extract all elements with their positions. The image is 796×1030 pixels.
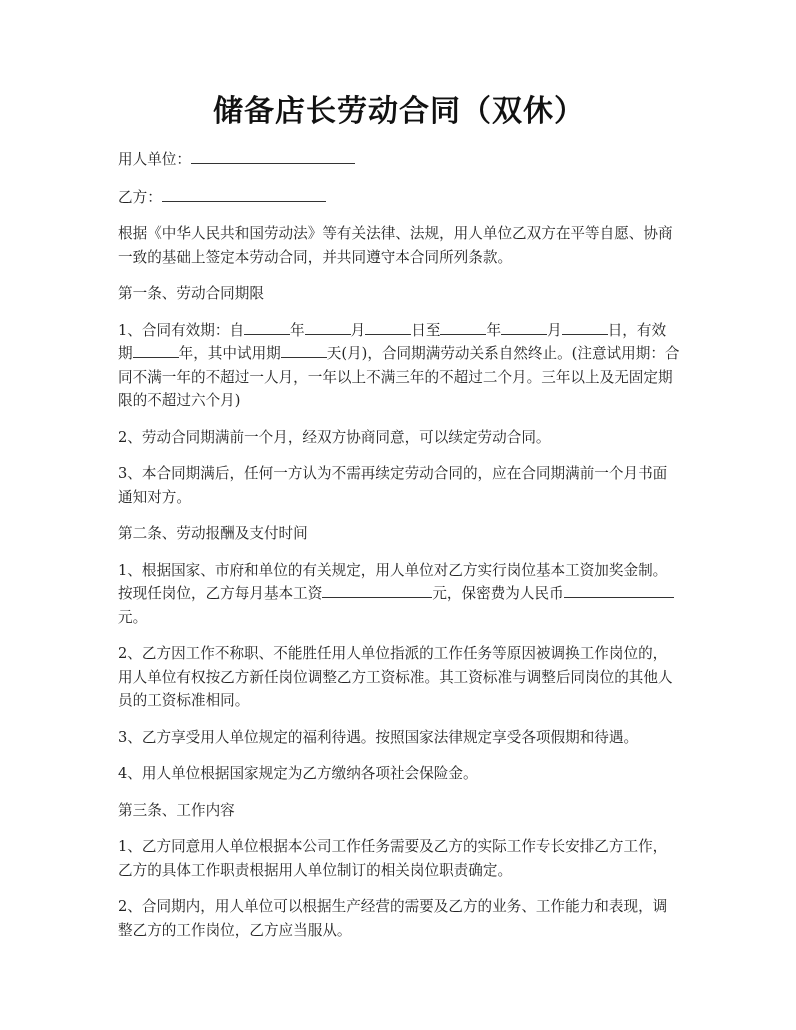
employer-line: [118, 148, 680, 172]
end-month-blank: [501, 320, 547, 335]
party-b-line: [118, 186, 680, 210]
employer-label: 用人单位：: [118, 151, 191, 168]
clause-text: 元。: [118, 608, 148, 626]
article-1-clause-1: [118, 319, 680, 413]
employer-blank: [191, 149, 355, 164]
article-2-clause-4: 4、用人单位根据国家规定为乙方缴纳各项社会保险金。: [118, 765, 478, 782]
clause-text: 1、根据国家、市府和单位的有关规定，用人单位对乙方实行岗位基本工资加奖金制。按现任岗位，乙方每月基本工资: [118, 561, 668, 602]
article-1-heading: 第一条、劳动合同期限: [118, 285, 264, 302]
article-1-clause-3: 3、本合同期满后，任何一方认为不需再续定劳动合同的，应在合同期满前一个月书面通知对方。: [118, 465, 668, 506]
article-1-clause-2: 2、劳动合同期满前一个月，经双方协商同意，可以续定劳动合同。: [118, 428, 551, 446]
party-b-label: 乙方：: [118, 188, 162, 206]
clause-text: 月: [547, 321, 562, 339]
clause-text: 年: [486, 321, 502, 339]
confidentiality-fee-blank: [564, 583, 674, 598]
document-title: 储备店长劳动合同（双休）: [213, 94, 585, 129]
clause-text: 天(月)，合同期满劳动关系自然终止。(注意试用期：合同不满一年的不超过一人月，一年以上不满三年的不超过二个月。三年以上及无固定期限的不超过六个月): [118, 345, 680, 409]
probation-blank: [281, 343, 327, 358]
party-b-blank: [162, 187, 326, 202]
article-3-clause-2: 2、合同期内，用人单位可以根据生产经营的需要及乙方的业务、工作能力和表现，调整乙方的工作岗位，乙方应当服从。: [118, 898, 668, 939]
article-2-clause-3: 3、乙方享受用人单位规定的福利待遇。按照国家法律规定享受各项假期和待遇。: [118, 728, 639, 746]
end-year-blank: [440, 320, 486, 335]
article-2-clause-1: [118, 559, 680, 630]
intro-paragraph: 根据《中华人民共和国劳动法》等有关法律、法规，用人单位乙双方在平等自愿、协商一致的基础上签定本劳动合同，并共同遵守本合同所列条款。: [118, 225, 673, 266]
article-3-heading: 第三条、工作内容: [118, 801, 235, 819]
article-2-heading: 第二条、劳动报酬及支付时间: [118, 525, 308, 542]
base-salary-blank: [322, 583, 432, 598]
clause-text: 元，保密费为人民币: [432, 585, 564, 602]
start-year-blank: [244, 320, 290, 335]
clause-text: 日，有效期: [118, 321, 667, 362]
article-2-clause-2: 2、乙方因工作不称职、不能胜任用人单位指派的工作任务等原因被调换工作岗位的，用人单位有权按乙方新任岗位调整乙方工资标准。其工资标准与调整后同岗位的其他人员的工资标准相同。: [118, 645, 673, 709]
end-day-blank: [562, 320, 608, 335]
start-month-blank: [305, 320, 351, 335]
clause-text: 1、合同有效期：自: [118, 321, 245, 339]
clause-text: 年: [290, 321, 305, 339]
article-3-clause-1: 1、乙方同意用人单位根据本公司工作任务需要及乙方的实际工作专长安排乙方工作，乙方的具体工作职责根据用人单位制订的相关岗位职责确定。: [118, 838, 668, 879]
clause-text: 月: [350, 321, 366, 339]
clause-text: 日至: [411, 321, 441, 339]
clause-text: 年，其中试用期: [178, 345, 281, 362]
term-years-blank: [133, 343, 179, 358]
start-day-blank: [365, 320, 411, 335]
